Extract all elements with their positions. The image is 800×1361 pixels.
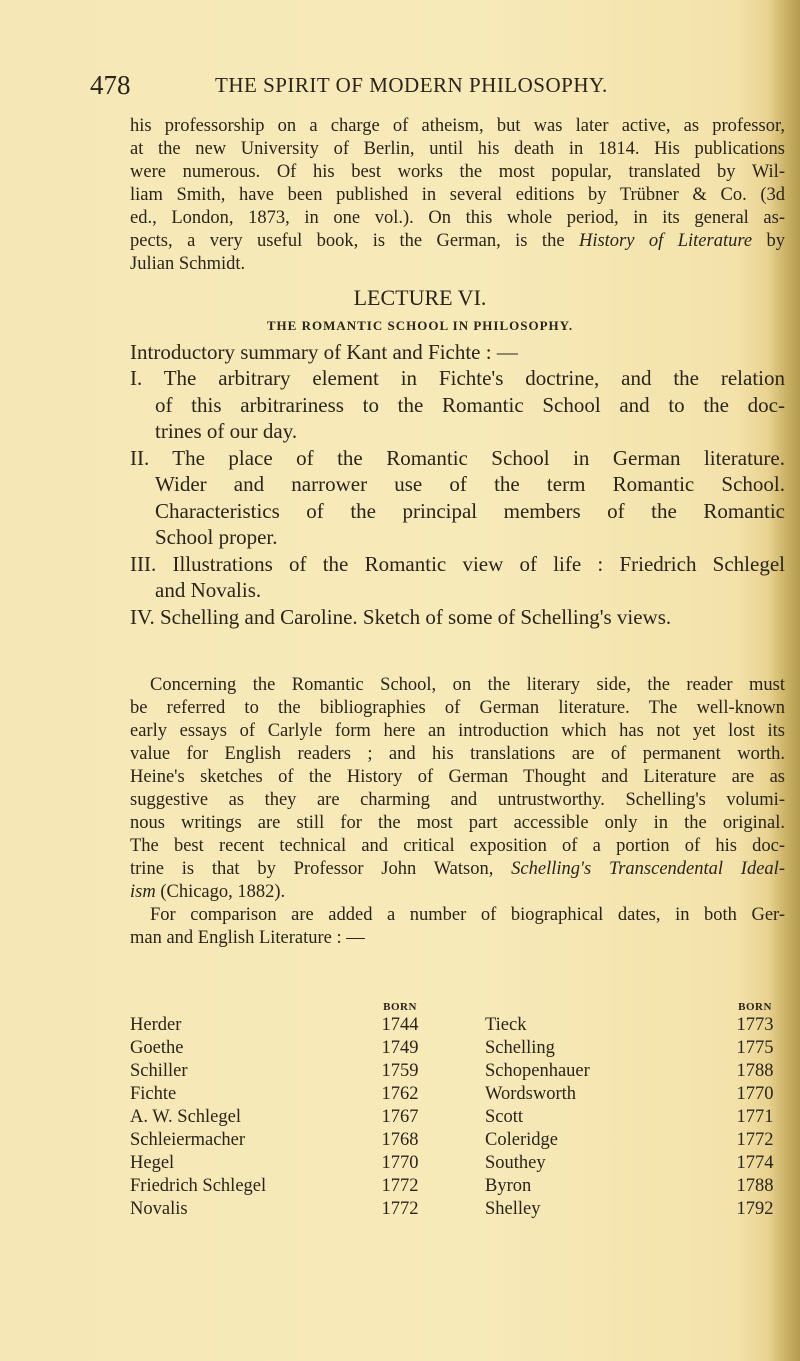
outline-line: School proper. — [155, 525, 278, 549]
text-segment: value for English readers ; and his translations are of permanent worth. — [130, 744, 785, 764]
german-author: Friedrich Schlegel — [130, 1176, 267, 1196]
outline-line: Characteristics of the principal members of the Romantic — [155, 498, 785, 523]
column-gap — [430, 1152, 485, 1175]
table-row — [130, 1060, 785, 1083]
text-segment: liam Smith, have been published in several editions by Trübner & Co. (3d — [130, 185, 785, 205]
german-author: Novalis — [130, 1199, 188, 1219]
text-segment: Heine's sketches of the History of German Thought and Literature are as — [130, 767, 785, 787]
column-gap — [430, 1060, 485, 1083]
text-line — [130, 697, 785, 719]
table-row — [130, 1175, 785, 1198]
english-born: 1772 — [736, 1130, 774, 1150]
german-born: 1768 — [381, 1130, 419, 1150]
column-gap — [430, 1014, 485, 1037]
text-line — [130, 253, 785, 275]
german-author: Hegel — [130, 1153, 175, 1173]
text-line — [150, 904, 785, 926]
column-gap — [430, 1037, 485, 1060]
text-line — [130, 927, 785, 949]
text-line — [130, 720, 785, 742]
english-born: 1788 — [736, 1061, 774, 1081]
outline-line: II. The place of the Romantic School in German literature. — [130, 445, 785, 470]
column-gap — [430, 1106, 485, 1129]
text-line — [150, 674, 785, 696]
text-segment: be referred to the bibliographies of German literature. The well-known — [130, 698, 785, 718]
text-segment: early essays of Carlyle form here an introduction which has not yet lost its — [130, 721, 785, 741]
english-author: Coleridge — [485, 1130, 558, 1150]
text-line — [130, 881, 785, 903]
text-segment: pects, a very useful book, is the German, is the — [130, 231, 579, 251]
text-segment: ed., London, 1873, in one vol.). On this whole period, in its general as- — [130, 208, 785, 228]
italic-title: Schelling's Transcendental Ideal- — [511, 859, 785, 879]
text-segment: by — [752, 231, 786, 251]
outline-line: Wider and narrower use of the term Romantic School. — [155, 472, 785, 496]
column-gap — [430, 1175, 485, 1198]
english-author: Schelling — [485, 1038, 555, 1058]
text-line — [130, 115, 785, 137]
text-line — [130, 230, 785, 252]
english-author: Scott — [485, 1107, 524, 1127]
table-row — [130, 1198, 785, 1221]
text-line — [130, 161, 785, 183]
text-line — [130, 789, 785, 811]
text-line — [130, 835, 785, 857]
column-gap — [430, 1083, 485, 1106]
english-born: 1792 — [736, 1199, 774, 1219]
text-segment: man and English Literature : — — [130, 928, 365, 948]
outline-line: I. The arbitrary element in Fichte's doctrine, and the relation — [130, 366, 785, 390]
outline-line: III. Illustrations of the Romantic view of life : Friedrich Schlegel — [130, 551, 785, 576]
german-born: 1749 — [381, 1038, 419, 1058]
column-gap — [430, 1198, 485, 1221]
table-row — [130, 1083, 785, 1106]
table-header-row — [130, 1000, 785, 1014]
born-header: BORN — [738, 1001, 772, 1013]
text-line — [130, 766, 785, 788]
text-segment: trine is that by Professor John Watson, — [130, 859, 512, 879]
text-segment: Concerning the Romantic School, on the literary side, the reader must — [150, 675, 785, 695]
outline-line: of this arbitrariness to the Romantic School and to the doc- — [155, 392, 785, 417]
english-born: 1771 — [736, 1107, 774, 1127]
german-born: 1767 — [381, 1107, 419, 1127]
german-born: 1759 — [381, 1061, 419, 1081]
text-line — [130, 743, 785, 765]
outline-line: and Novalis. — [155, 578, 262, 602]
english-author: Wordsworth — [485, 1084, 577, 1104]
italic-title: History of Literature — [578, 231, 753, 251]
page-number: 478 — [90, 70, 131, 100]
text-segment: Julian Schmidt. — [130, 254, 246, 274]
english-born: 1774 — [736, 1153, 774, 1173]
german-born: 1762 — [381, 1084, 419, 1104]
table-row — [130, 1106, 785, 1129]
german-born: 1772 — [381, 1199, 419, 1219]
text-segment: were numerous. Of his best works the most popular, translated by Wil- — [130, 162, 785, 182]
english-born: 1773 — [736, 1015, 774, 1035]
text-segment: nous writings are still for the most part accessible only in the original. — [130, 813, 785, 833]
english-born: 1788 — [736, 1176, 774, 1196]
italic-title: ism — [130, 882, 156, 902]
lecture-subtitle: THE ROMANTIC SCHOOL IN PHILOSOPHY. — [266, 318, 574, 333]
german-born: 1770 — [381, 1153, 419, 1173]
outline-line: IV. Schelling and Caroline. Sketch of some of Schelling's views. — [130, 604, 672, 629]
german-author: Schleiermacher — [130, 1130, 246, 1150]
german-author: Fichte — [130, 1084, 177, 1104]
birth-dates-table — [130, 1000, 785, 1221]
table-row — [130, 1129, 785, 1152]
english-born: 1775 — [736, 1038, 774, 1058]
lecture-title: LECTURE VI. — [353, 285, 487, 310]
english-author: Schopenhauer — [485, 1061, 590, 1081]
table-row — [130, 1037, 785, 1060]
running-title: THE SPIRIT OF MODERN PHILOSOPHY. — [215, 73, 608, 97]
german-born: 1744 — [381, 1015, 419, 1035]
english-author: Shelley — [485, 1199, 541, 1219]
german-author: A. W. Schlegel — [130, 1107, 241, 1127]
summary-intro: Introductory summary of Kant and Fichte : — — [130, 340, 518, 364]
text-line — [130, 858, 785, 880]
text-line — [130, 812, 785, 834]
born-header: BORN — [383, 1001, 417, 1013]
table-row — [130, 1014, 785, 1037]
german-author: Herder — [130, 1015, 182, 1035]
text-segment: The best recent technical and critical exposition of a portion of his doc- — [130, 836, 785, 856]
english-author: Byron — [485, 1176, 532, 1196]
text-segment: his professorship on a charge of atheism, but was later active, as professor, — [130, 116, 785, 136]
column-gap — [430, 1129, 485, 1152]
german-born: 1772 — [381, 1176, 419, 1196]
text-segment: suggestive as they are charming and untrustworthy. Schelling's volumi- — [130, 790, 785, 810]
german-author: Schiller — [130, 1061, 188, 1081]
text-segment: (Chicago, 1882). — [155, 882, 286, 902]
text-line — [130, 138, 785, 160]
german-author: Goethe — [130, 1038, 184, 1058]
page-header — [90, 70, 790, 104]
text-line — [130, 184, 785, 206]
table-row — [130, 1152, 785, 1175]
text-line — [130, 207, 785, 229]
text-segment: at the new University of Berlin, until his death in 1814. His publications — [130, 139, 785, 159]
english-born: 1770 — [736, 1084, 774, 1104]
text-segment: For comparison are added a number of biographical dates, in both Ger- — [150, 905, 785, 925]
english-author: Southey — [485, 1153, 546, 1173]
english-author: Tieck — [485, 1015, 527, 1035]
outline-line: trines of our day. — [155, 419, 298, 443]
